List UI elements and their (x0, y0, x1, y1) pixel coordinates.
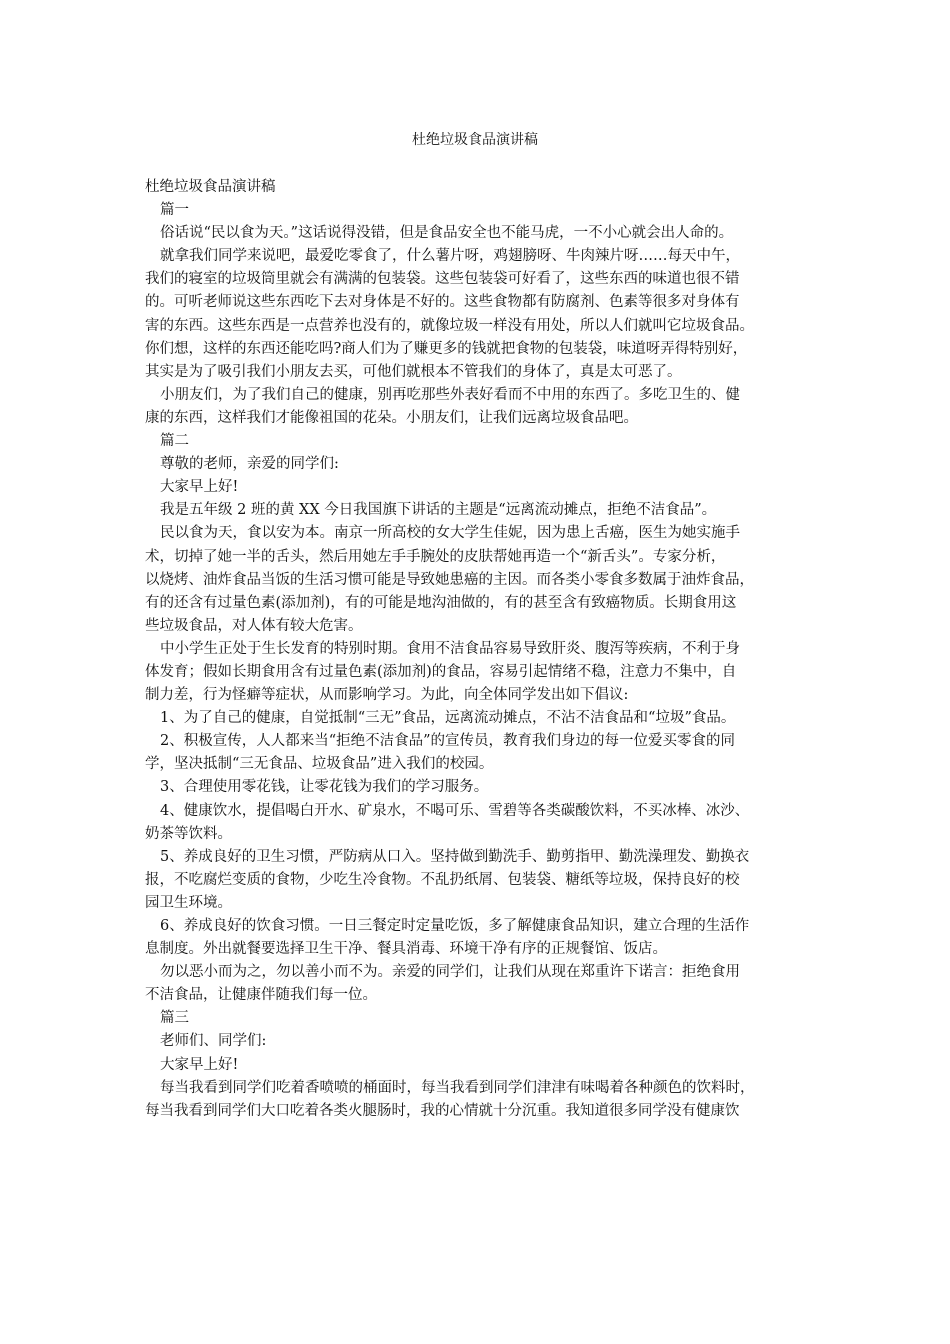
document-body (145, 176, 805, 1123)
text-line: 其实是为了吸引我们小朋友去买，可他们就根本不管我们的身体了，真是太可恶了。 (145, 363, 682, 380)
text-line: 以烧烤、油炸食品当饭的生活习惯可能是导致她患癌的主因。而各类小零食多数属于油炸食品， (145, 571, 754, 588)
text-line: 1、为了自己的健康，自觉抵制“三无”食品，远离流动摊点，不沾不洁食品和“垃圾”食品。 (160, 710, 736, 727)
text-line: 每当我看到同学们大口吃着各类火腿肠时，我的心情就十分沉重。我知道很多同学没有健康饮 (145, 1102, 740, 1119)
text-line: 体发育；假如长期食用含有过量色素(添加剂)的食品，容易引起情绪不稳，注意力不集中，自 (145, 663, 737, 680)
text-line: 就拿我们同学来说吧，最爱吃零食了，什么薯片呀，鸡翅膀呀、牛肉辣片呀……每天中午， (160, 248, 740, 265)
text-line: 2、积极宣传，人人都来当“拒绝不洁食品”的宣传员，教育我们身边的每一位爱买零食的同 (160, 733, 736, 750)
text-line: 报，不吃腐烂变质的食物，少吃生冷食物。不乱扔纸屑、包装袋、糖纸等垃圾，保持良好的校 (145, 871, 740, 888)
text-line: 6、养成良好的饮食习惯。一日三餐定时定量吃饭，多了解健康食品知识，建立合理的生活作 (160, 918, 750, 934)
text-line: 不洁食品，让健康伴随我们每一位。 (145, 987, 377, 1004)
text-line: 园卫生环境。 (145, 894, 232, 911)
text-line: 篇二 (160, 433, 189, 450)
text-line: 制力差，行为怪癖等症状，从而影响学习。为此，向全体同学发出如下倡议: (145, 687, 629, 704)
text-line: 3、合理使用零花钱，让零花钱为我们的学习服务。 (160, 779, 489, 796)
text-line: 尊敬的老师，亲爱的同学们: (160, 456, 339, 473)
text-line: 的。可听老师说这些东西吃下去对身体是不好的。这些食物都有防腐剂、色素等很多对身体有 (145, 294, 740, 311)
text-line: 我是五年级 2 班的黄 XX 今日我国旗下讲话的主题是“远离流动摊点，拒绝不洁食品”。 (160, 502, 717, 519)
text-line: 4、健康饮水，提倡喝白开水、矿泉水，不喝可乐、雪碧等各类碳酸饮料，不买冰棒、冰沙、 (160, 802, 750, 819)
text-line: 有的还含有过量色素(添加剂)，有的可能是地沟油做的，有的甚至含有致癌物质。长期食用这 (145, 594, 737, 611)
text-line: 小朋友们，为了我们自己的健康，别再吃那些外表好看而不中用的东西了。多吃卫生的、健 (160, 386, 740, 403)
document-title: 杜绝垃圾食品演讲稿 (412, 132, 538, 148)
text-line: 息制度。外出就餐要选择卫生干净、餐具消毒、环境干净有序的正规餐馆、饭店。 (145, 941, 667, 958)
text-line: 篇三 (160, 1010, 189, 1027)
text-line: 勿以恶小而为之，勿以善小而不为。亲爱的同学们，让我们从现在郑重许下诺言：拒绝食用 (160, 964, 740, 981)
text-line: 康的东西，这样我们才能像祖国的花朵。小朋友们，让我们远离垃圾食品吧。 (145, 409, 638, 426)
text-line: 篇一 (160, 202, 189, 219)
text-line: 你们想，这样的东西还能吃吗?商人们为了赚更多的钱就把食物的包装袋，味道呀弄得特别好， (145, 340, 748, 357)
text-line: 些垃圾食品，对人体有较大危害。 (145, 617, 363, 634)
text-line: 5、养成良好的卫生习惯，严防病从口入。坚持做到勤洗手、勤剪指甲、勤洗澡理发、勤换衣 (160, 848, 750, 865)
text-line: 大家早上好! (160, 479, 239, 496)
text-line: 大家早上好! (160, 1056, 239, 1073)
text-line: 害的东西。这些东西是一点营养也没有的，就像垃圾一样没有用处，所以人们就叫它垃圾食品。 (145, 317, 754, 334)
text-line: 我们的寝室的垃圾筒里就会有满满的包装袋。这些包装袋可好看了，这些东西的味道也很不错 (145, 271, 740, 288)
text-line: 中小学生正处于生长发育的特别时期。食用不洁食品容易导致肝炎、腹泻等疾病，不利于身 (160, 640, 740, 657)
text-line: 老师们、同学们: (160, 1033, 267, 1050)
text-line: 民以食为天，食以安为本。南京一所高校的女大学生佳妮，因为患上舌癌，医生为她实施手 (160, 525, 740, 542)
text-line: 每当我看到同学们吃着香喷喷的桶面时，每当我看到同学们津津有味喝着各种颜色的饮料时， (160, 1079, 755, 1096)
text-line: 奶茶等饮料。 (145, 825, 232, 842)
text-line: 俗话说“民以食为天。”这话说得没错，但是食品安全也不能马虎，一不小心就会出人命的。 (160, 225, 734, 242)
text-line: 杜绝垃圾食品演讲稿 (145, 179, 276, 195)
text-line: 学，坚决抵制“三无食品、垃圾食品”进入我们的校园。 (145, 756, 494, 773)
text-line: 术，切掉了她一半的舌头，然后用她左手手腕处的皮肤帮她再造一个“新舌头”。专家分析， (145, 548, 726, 565)
